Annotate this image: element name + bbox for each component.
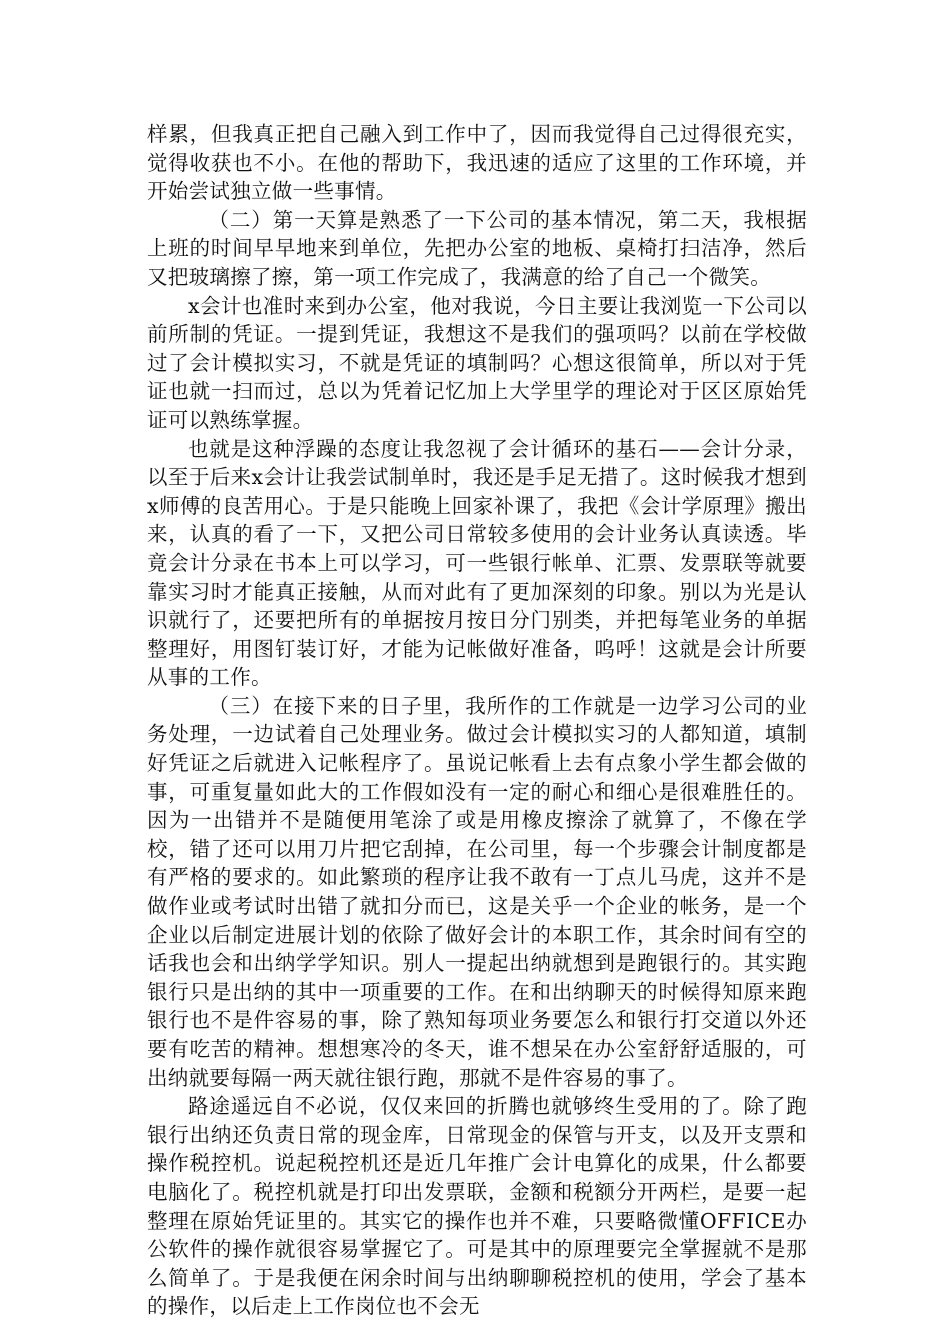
paragraph-section-three: （三）在接下来的日子里，我所作的工作就是一边学习公司的业务处理，一边试着自己处理业务。做过会计模拟实习的人都知道，填制好凭证之后就进入记帐程序了。虽说记帐看上去有点象小学生都会做的事，可重复量如此大的工作假如没有一定的耐心和细心是很难胜任的。因为一出错并不是随便用笔涂了或是用橡皮擦涂了就算了，不像在学校，错了还可以用刀片把它刮掉，在公司里，每一个步骤会计制度都是有严格的要求的。如此繁琐的程序让我不敢有一丁点儿马虎，这并不是做作业或考试时出错了就扣分而已，这是关乎一个企业的帐务，是一个企业以后制定进展计划的依除了做好会计的本职工作，其余时间有空的话我也会和出纳学学知识。别人一提起出纳就想到是跑银行的。其实跑银行只是出纳的其中一项重要的工作。在和出纳聊天的时候得知原来跑银行也不是件容易的事，除了熟知每项业务要怎么和银行打交道以外还要有吃苦的精神。想想寒冷的冬天，谁不想呆在办公室舒舒适服的，可出纳就要每隔一两天就往银行跑，那就不是件容易的事了。: [147, 693, 807, 1090]
document-body: [147, 120, 807, 1321]
paragraph-cashier-duties: 路途遥远自不必说，仅仅来回的折腾也就够终生受用的了。除了跑银行出纳还负责日常的现金库，日常现金的保管与开支，以及开支票和操作税控机。说起税控机还是近几年推广会计电算化的成果，什么都要电脑化了。税控机就是打印出发票联，金额和税额分开两栏，是要一起整理在原始凭证里的。其实它的操作也并不难，只要略微懂OFFICE办公软件的操作就很容易掌握它了。可是其中的原理要完全掌握就不是那么简单了。于是我便在闲余时间与出纳聊聊税控机的使用，学会了基本的操作，以后走上工作岗位也不会无: [147, 1094, 807, 1319]
paragraph-section-two: （二）第一天算是熟悉了一下公司的基本情况，第二天，我根据上班的时间早早地来到单位，先把办公室的地板、桌椅打扫洁净，然后又把玻璃擦了擦，第一项工作完成了，我满意的给了自己一个微笑。: [147, 207, 807, 289]
paragraph-continuation: 样累，但我真正把自己融入到工作中了，因而我觉得自己过得很充实，觉得收获也不小。在他的帮助下，我迅速的适应了这里的工作环境，并开始尝试独立做一些事情。: [147, 122, 807, 204]
paragraph-voucher-review: x会计也准时来到办公室，他对我说，今日主要让我浏览一下公司以前所制的凭证。一提到凭证，我想这不是我们的强项吗？以前在学校做过了会计模拟实习，不就是凭证的填制吗？心想这很简单，所以对于凭证也就一扫而过，总以为凭着记忆加上大学里学的理论对于区区原始凭证可以熟练掌握。: [147, 293, 807, 432]
paragraph-accounting-entries: 也就是这种浮躁的态度让我忽视了会计循环的基石——会计分录，以至于后来x会计让我尝试制单时，我还是手足无措了。这时候我才想到x师傅的良苦用心。于是只能晚上回家补课了，我把《会计学原理》搬出来，认真的看了一下，又把公司日常较多使用的会计业务认真读透。毕竟会计分录在书本上可以学习，可一些银行帐单、汇票、发票联等就要靠实习时才能真正接触，从而对此有了更加深刻的印象。别以为光是认识就行了，还要把所有的单据按月按日分门别类，并把每笔业务的单据整理好，用图钉装订好，才能为记帐做好准备，呜呼！这就是会计所要从事的工作。: [147, 436, 807, 690]
